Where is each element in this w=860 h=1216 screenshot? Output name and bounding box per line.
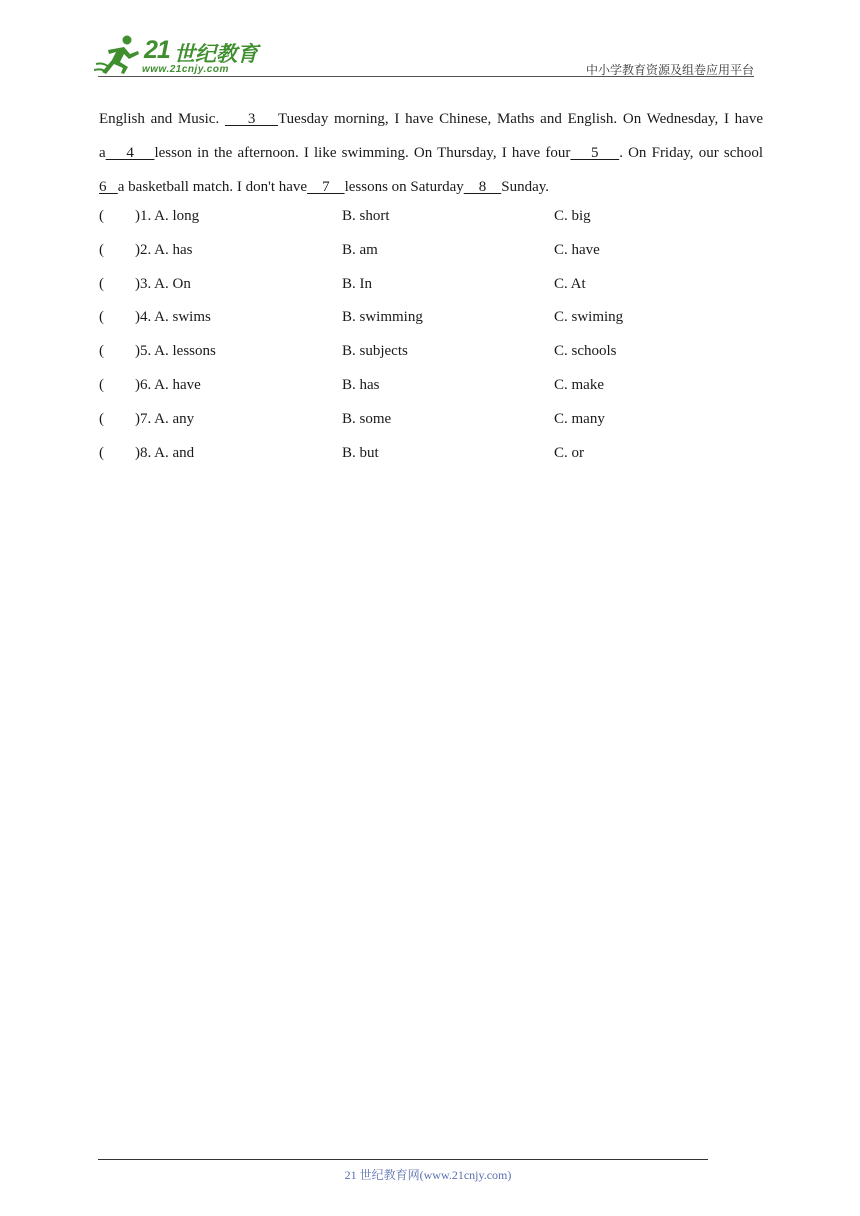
option-c[interactable]: C. big [554, 208, 591, 224]
question-row [99, 403, 763, 437]
footer-divider [98, 1159, 708, 1160]
option-b[interactable]: B. some [342, 410, 392, 427]
header-slogan: 中小学教育资源及组卷应用平台 [585, 63, 754, 77]
header-divider [98, 76, 754, 77]
answer-blank[interactable]: 4 [105, 145, 155, 161]
answer-blank[interactable]: 3 [224, 111, 279, 127]
passage-text: Sunday. [501, 179, 550, 195]
option-a[interactable]: )8. A. and [135, 444, 195, 461]
answer-paren[interactable]: ( [99, 376, 104, 393]
reading-passage [99, 102, 763, 204]
passage-text: a [99, 145, 106, 161]
question-row [99, 335, 763, 369]
option-a[interactable]: )6. A. have [135, 376, 201, 393]
option-a[interactable]: )4. A. swims [135, 309, 211, 326]
option-c[interactable]: C. swiming [554, 309, 624, 326]
answer-blank[interactable]: 7 [307, 179, 345, 195]
answer-paren[interactable]: ( [99, 241, 104, 258]
page-header [0, 0, 860, 80]
option-c[interactable]: C. make [554, 376, 604, 393]
passage-line [99, 102, 763, 136]
answer-paren[interactable]: ( [99, 444, 104, 461]
passage-text: lesson in the afternoon. I like swimming. On Thursday, I have four [154, 145, 571, 161]
option-c[interactable]: C. schools [554, 343, 617, 360]
answer-paren[interactable]: ( [99, 275, 104, 292]
answer-paren[interactable]: ( [99, 309, 104, 326]
option-c[interactable]: C. have [554, 241, 600, 258]
question-row [99, 369, 763, 403]
passage-line [99, 136, 763, 170]
answer-blank[interactable]: 6 [99, 179, 118, 195]
answer-paren[interactable]: ( [99, 343, 104, 360]
logo-number: 21 [144, 36, 170, 64]
option-a[interactable]: )1. A. long [135, 208, 200, 224]
question-row [99, 200, 763, 234]
option-a[interactable]: )3. A. On [135, 275, 191, 292]
runner-logo-icon [94, 34, 144, 76]
option-b[interactable]: B. has [342, 376, 380, 393]
answer-paren[interactable]: ( [99, 410, 104, 427]
option-c[interactable]: C. many [554, 410, 605, 427]
answer-blank[interactable]: 5 [570, 145, 620, 161]
question-row [99, 234, 763, 268]
option-b[interactable]: B. In [342, 275, 372, 292]
logo-chinese: 世纪教育 [174, 42, 258, 66]
option-a[interactable]: )7. A. any [135, 410, 195, 427]
option-b[interactable]: B. am [342, 241, 378, 258]
passage-text: . On Friday, our school [619, 145, 764, 161]
option-a[interactable]: )2. A. has [135, 241, 193, 258]
passage-line [99, 170, 763, 204]
option-b[interactable]: B. but [342, 444, 379, 461]
question-list [99, 200, 763, 470]
answer-paren[interactable]: ( [99, 208, 104, 224]
site-logo [94, 34, 264, 78]
answer-blank[interactable]: 8 [463, 179, 502, 195]
passage-text: Tuesday morning, I have Chinese, Maths and English. On Wednesday, I have [278, 111, 763, 127]
option-b[interactable]: B. subjects [342, 343, 408, 360]
option-c[interactable]: C. At [554, 275, 586, 292]
option-b[interactable]: B. swimming [342, 309, 423, 326]
passage-text: English and Music. [99, 111, 225, 127]
question-row [99, 437, 763, 471]
footer-text: 21 世纪教育网(www.21cnjy.com) [344, 1168, 512, 1182]
logo-url: www.21cnjy.com [142, 64, 229, 75]
question-row [99, 301, 763, 335]
option-b[interactable]: B. short [342, 208, 390, 224]
option-c[interactable]: C. or [554, 444, 584, 461]
passage-text: lessons on Saturday [344, 179, 464, 195]
option-a[interactable]: )5. A. lessons [135, 343, 216, 360]
passage-text: a basketball match. I don't have [117, 179, 308, 195]
question-row [99, 268, 763, 302]
